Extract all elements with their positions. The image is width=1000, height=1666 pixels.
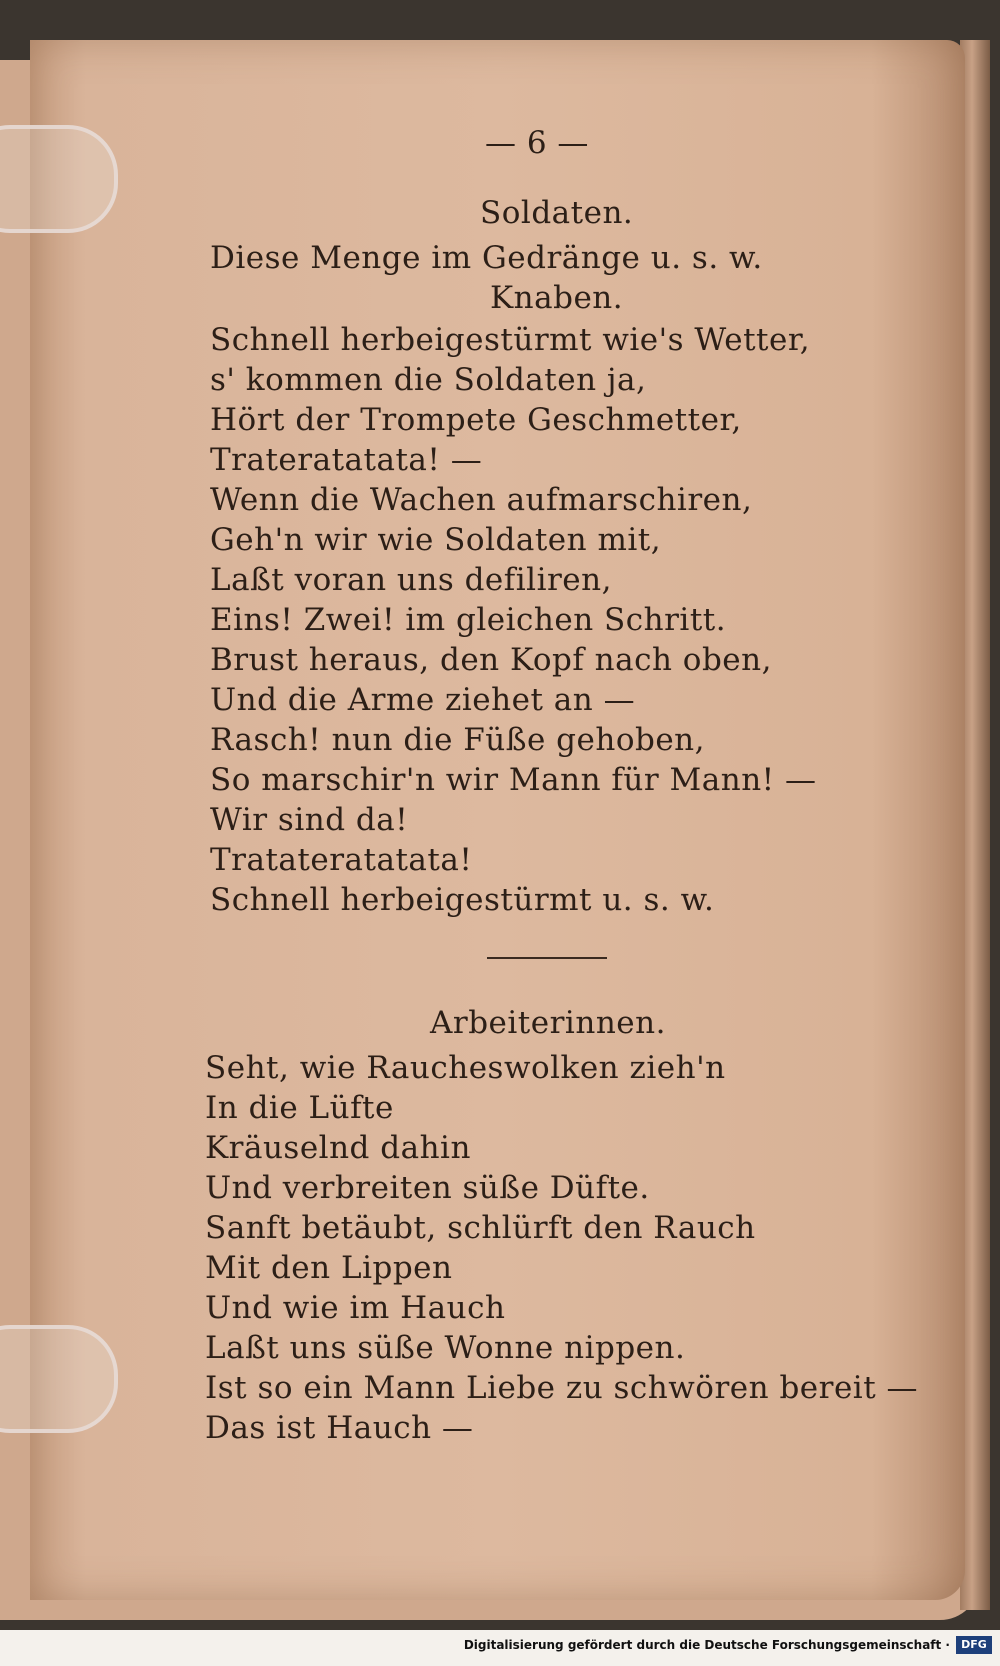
knaben-line: Schnell herbeigestürmt wie's Wetter, [210,322,811,358]
arbeiterinnen-line: Seht, wie Raucheswolken zieh'n [205,1050,726,1086]
knaben-line: Und die Arme ziehet an — [210,682,636,718]
arbeiterinnen-line: Kräuselnd dahin [205,1130,471,1166]
knaben-line: Schnell herbeigestürmt u. s. w. [210,882,715,918]
arbeiterinnen-line: Und verbreiten süße Düfte. [205,1170,650,1206]
knaben-line: Wenn die Wachen aufmarschiren, [210,482,753,518]
knaben-line: Brust heraus, den Kopf nach oben, [210,642,772,678]
knaben-line: Wir sind da! [210,802,409,838]
arbeiterinnen-line: Sanft betäubt, schlürft den Rauch [205,1210,756,1246]
arbeiterinnen-line: Ist so ein Mann Liebe zu schwören bereit — [205,1370,919,1406]
knaben-line: Laßt voran uns defiliren, [210,562,612,598]
soldaten-line: Diese Menge im Gedränge u. s. w. [210,240,763,276]
arbeiterinnen-line: In die Lüfte [205,1090,394,1126]
arbeiterinnen-line: Laßt uns süße Wonne nippen. [205,1330,686,1366]
heading-knaben: Knaben. [490,280,624,316]
arbeiterinnen-line: Das ist Hauch — [205,1410,474,1446]
funding-credit: Digitalisierung gefördert durch die Deutsche Forschungsgemeinschaft · [463,1638,950,1652]
knaben-line: s' kommen die Soldaten ja, [210,362,647,398]
arbeiterinnen-line: Mit den Lippen [205,1250,453,1286]
knaben-line: Rasch! nun die Füße gehoben, [210,722,705,758]
knaben-line: Geh'n wir wie Soldaten mit, [210,522,662,558]
footer-bar [0,1630,1000,1666]
dfg-logo: DFG [956,1636,992,1654]
knaben-line: So marschir'n wir Mann für Mann! — [210,762,817,798]
page-number: — 6 — [485,125,589,161]
section-divider [487,957,607,959]
arbeiterinnen-line: Und wie im Hauch [205,1290,506,1326]
knaben-line: Tratateratatata! [210,842,473,878]
heading-soldaten: Soldaten. [480,195,634,231]
knaben-line: Trateratatata! — [210,442,483,478]
knaben-line: Hört der Trompete Geschmetter, [210,402,742,438]
heading-arbeiterinnen: Arbeiterinnen. [430,1005,666,1041]
knaben-line: Eins! Zwei! im gleichen Schritt. [210,602,727,638]
